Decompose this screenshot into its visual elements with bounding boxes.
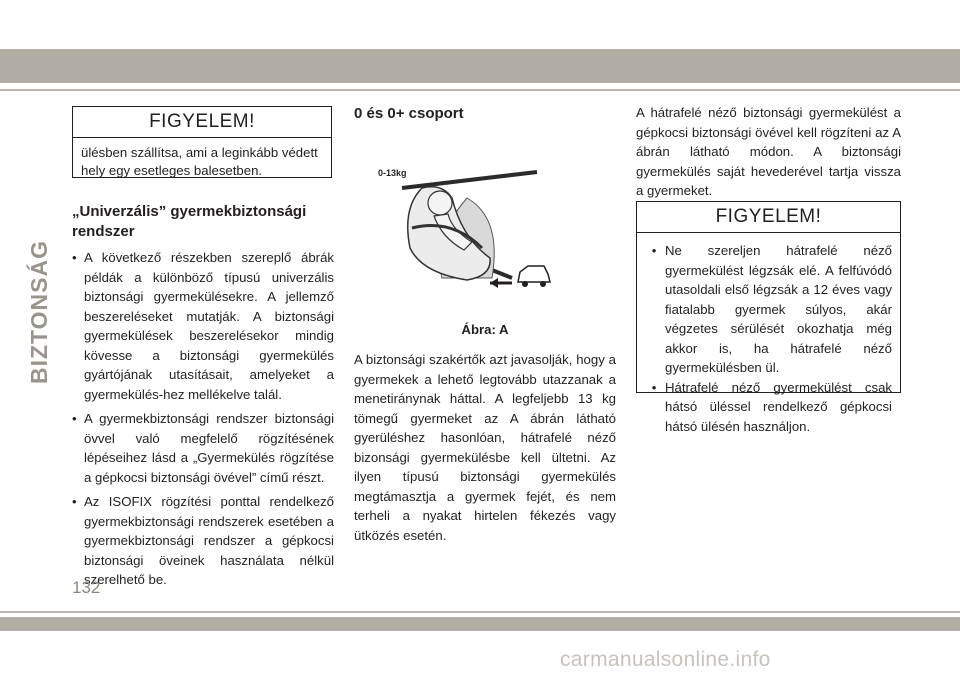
- warning-title: FIGYELEM!: [73, 107, 331, 138]
- child-seat-illustration: [372, 158, 552, 298]
- watermark: carmanualsonline.info: [560, 648, 771, 671]
- section-heading-universal: „Univerzális” gyermekbiztonsági rendszer: [72, 203, 307, 240]
- warning-text: ülésben szállítsa, ami a leginkább védett hely egy esetleges balesetben.: [81, 145, 318, 178]
- section-heading-group-0: 0 és 0+ csoport: [354, 105, 464, 122]
- list-item: • Ne szereljen hátrafelé néző gyermekülést légzsák elé. A felfúvódó utasoldali első légzsák a 12 éves vagy fiatalabb gyermek súlyos, akár végzetes sérülését okozhatja még akkor is, ha hátrafelé néző gyermekülésben ül.: [643, 241, 892, 378]
- list-item: • A következő részekben szereplő ábrák példák a különböző típusú univerzális biztonsági gyermekülésekre. A jellemző beszereléseket mutatják. A biztonsági gyermekülések beszerelésekor mindig kövesse a biztonsági gyermekülés gyártójának utasításait, amelyeket a gyermekülés-hez mellékelve talál.: [72, 248, 334, 404]
- list-item: • Az ISOFIX rögzítési ponttal rendelkező gyermekbiztonsági rendszerek esetében a gyermekbiztonsági rendszer a gépkocsi biztonsági öveinek használata nélkül szerelhető be.: [72, 492, 334, 590]
- footer-rule: [0, 611, 960, 613]
- paragraph-group-0: A biztonsági szakértők azt javasolják, hogy a gyermekek a lehető legtovább utazzanak a menetiránynak háttal. A legfeljebb 13 kg tömegű gyermeket az A ábrán látható gyerüléshez hasonlóan, hátrafelé néző bizonsági gyermekülésbe kell ültetni. Az ilyen típusú biztonsági gyermekülés megtámasztja a gyermek fejét, és nem terheli a nyakat hirtelen fékezés vagy ütközés esetén.: [354, 352, 616, 543]
- warning-box-2: [636, 201, 901, 434]
- header-rule: [0, 89, 960, 91]
- list-item: • A gyermekbiztonsági rendszer biztonsági övvel való megfelelő rögzítésének lépéseihez lásd a „Gyermekülés rögzítése a gépkocsi biztonsági övével” című részt.: [72, 409, 334, 487]
- bullet-list: [72, 248, 334, 595]
- warning-title: FIGYELEM!: [637, 202, 900, 233]
- footer-band: [0, 617, 960, 631]
- warning-list: [643, 241, 892, 436]
- figure-caption: Ábra: A: [461, 322, 509, 337]
- warning-box-1: [72, 106, 332, 178]
- figure-weight-label: 0-13kg: [378, 168, 407, 178]
- figure-rear-facing-seat: [372, 158, 552, 298]
- section-tab: BIZTONSÁG: [26, 240, 52, 385]
- paragraph-rear-facing: A hátrafelé néző biztonsági gyermekülést a gépkocsi biztonsági övével kell rögzíteni az A ábrán látható módon. A biztonsági gyermekülés saját hevederével tartja vissza a gyermeket.: [636, 105, 901, 198]
- list-item: • Hátrafelé néző gyermekülést csak hátsó üléssel rendelkező gépkocsi hátsó ülésén használjon.: [643, 378, 892, 437]
- header-band: [0, 49, 960, 83]
- page-number: 132: [72, 578, 101, 597]
